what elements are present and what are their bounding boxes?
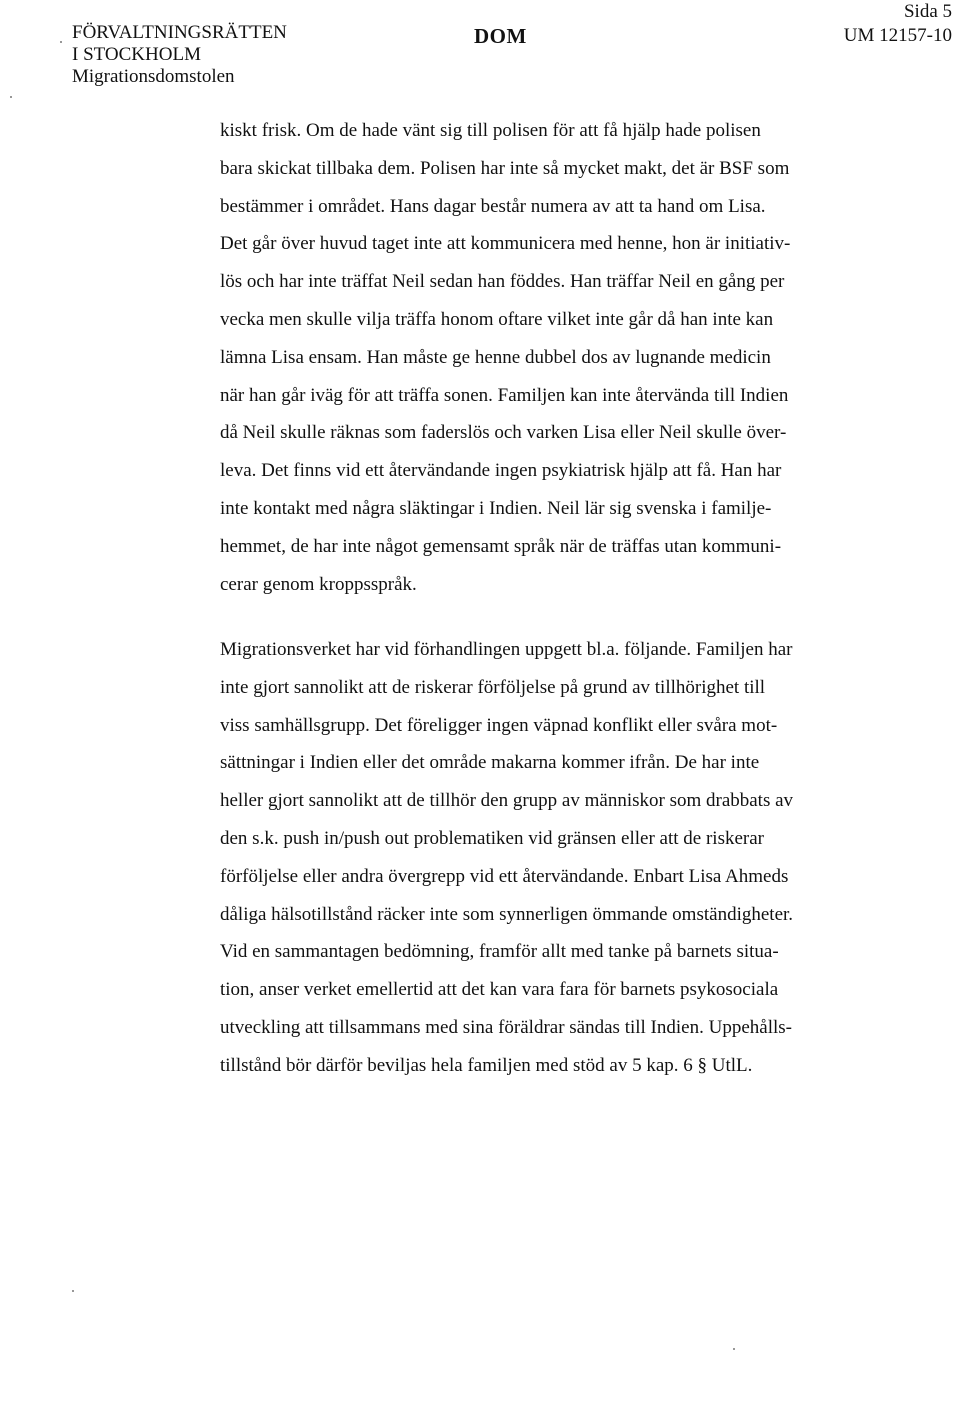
text-line: lös och har inte träffat Neil sedan han föddes. Han träffar Neil en gång per — [220, 271, 785, 293]
text-line: Vid en sammantagen bedömning, framför allt med tanke på barnets situa- — [220, 941, 779, 963]
document-type: DOM — [474, 24, 527, 48]
text-line: hemmet, de har inte något gemensamt språk när de träffas utan kommuni- — [220, 535, 782, 557]
text-line: dåliga hälsotillstånd räcker inte som synnerligen ömmande omständigheter. — [220, 903, 794, 925]
text-line: när han går iväg för att träffa sonen. Familjen kan inte återvända till Indien — [220, 384, 789, 406]
text-line: Migrationsverket har vid förhandlingen uppgett bl.a. följande. Familjen har — [220, 639, 793, 660]
text-line: tion, anser verket emellertid att det kan vara fara för barnets psykosociala — [220, 979, 779, 1001]
text-line: den s.k. push in/push out problematiken vid gränsen eller att de riskerar — [220, 827, 765, 849]
court-name-block — [72, 22, 287, 88]
scan-speck — [733, 1348, 735, 1350]
text-line: cerar genom kroppsspråk. — [220, 573, 417, 595]
text-line: viss samhällsgrupp. Det föreligger ingen väpnad konflikt eller svåra mot- — [220, 714, 778, 736]
text-line: tillstånd bör därför beviljas hela familjen med stöd av 5 kap. 6 § UtlL. — [220, 1054, 753, 1076]
text-line: lämna Lisa ensam. Han måste ge henne dubbel dos av lugnande medicin — [220, 346, 771, 368]
court-name-line1: FÖRVALTNINGSRÄTTEN — [72, 22, 287, 43]
page-reference-block — [844, 0, 952, 48]
text-line: heller gjort sannolikt att de tillhör den grupp av människor som drabbats av — [220, 790, 794, 812]
scan-speck — [72, 1290, 74, 1292]
text-line: kiskt frisk. Om de hade vänt sig till polisen för att få hjälp hade polisen — [220, 120, 761, 141]
case-number: UM 12157-10 — [843, 25, 952, 46]
paragraph-2 — [220, 631, 880, 1085]
scan-speck — [60, 41, 62, 43]
text-line: förföljelse eller andra övergrepp vid ett återvändande. Enbart Lisa Ahmeds — [220, 865, 789, 887]
text-line: sättningar i Indien eller det område makarna kommer ifrån. De har inte — [220, 752, 760, 774]
text-line: då Neil skulle räknas som faderslös och varken Lisa eller Neil skulle över- — [220, 422, 787, 444]
text-line: inte gjort sannolikt att de riskerar förföljelse på grund av tillhörighet till — [220, 676, 766, 698]
text-line: leva. Det finns vid ett återvändande ingen psykiatrisk hjälp att få. Han har — [220, 460, 782, 482]
paragraph-1 — [220, 112, 880, 603]
page-number: Sida 5 — [903, 1, 952, 22]
text-line: Det går över huvud taget inte att kommunicera med henne, hon är initiativ- — [220, 233, 791, 255]
text-line: bara skickat tillbaka dem. Polisen har inte så mycket makt, det är BSF som — [220, 157, 790, 179]
text-line: bestämmer i området. Hans dagar består numera av att ta hand om Lisa. — [220, 195, 766, 217]
text-line: inte kontakt med några släktingar i Indien. Neil lär sig svenska i familje- — [220, 497, 772, 519]
court-division: Migrationsdomstolen — [72, 66, 235, 87]
scan-speck — [10, 96, 12, 98]
text-line: utveckling att tillsammans med sina föräldrar sändas till Indien. Uppehålls- — [220, 1016, 792, 1038]
text-line: vecka men skulle vilja träffa honom oftare vilket inte går då han inte kan — [220, 308, 774, 330]
court-name-line2: I STOCKHOLM — [72, 44, 201, 65]
